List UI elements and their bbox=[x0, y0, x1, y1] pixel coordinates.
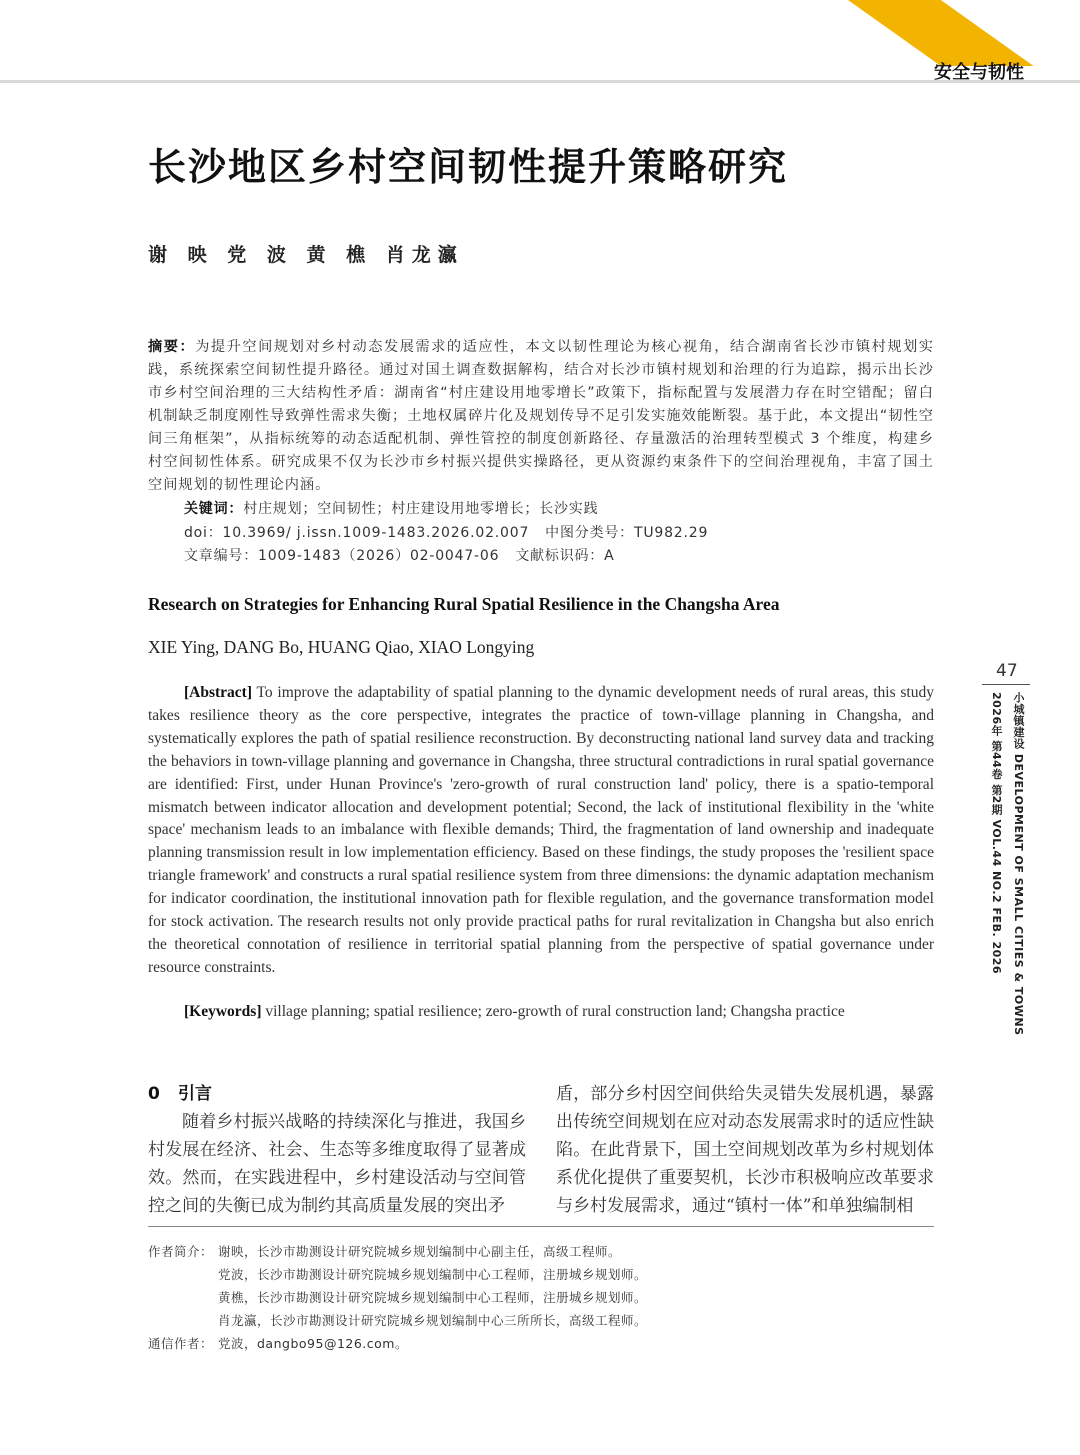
intro-left-column bbox=[148, 1080, 526, 1220]
header-accent-band bbox=[848, 0, 1080, 66]
author-bio: 党波，长沙市勘测设计研究院城乡规划编制中心工程师，注册城乡规划师。 bbox=[218, 1267, 648, 1282]
article-number-line bbox=[184, 545, 615, 565]
intro-number: 0 bbox=[148, 1084, 160, 1104]
english-abstract-label: [Abstract] bbox=[184, 684, 253, 701]
footnote-bio-row bbox=[148, 1309, 934, 1332]
footnote-bio-row bbox=[148, 1240, 934, 1263]
chinese-abstract bbox=[148, 336, 934, 497]
author-intro-label: 作者简介： bbox=[148, 1244, 214, 1259]
contact-label: 通信作者： bbox=[148, 1336, 214, 1351]
keywords-text: 村庄规划；空间韧性；村庄建设用地零增长；长沙实践 bbox=[243, 501, 599, 517]
english-authors: XIE Ying, DANG Bo, HUANG Qiao, XIAO Longying bbox=[148, 637, 535, 657]
footnote-rule bbox=[148, 1226, 934, 1227]
header-rule bbox=[0, 80, 1080, 83]
document-code: 文献标识码：A bbox=[515, 548, 615, 564]
article-title: 长沙地区乡村空间韧性提升策略研究 bbox=[148, 145, 789, 189]
page-number: 47 bbox=[996, 661, 1018, 681]
abstract-label: 摘要： bbox=[148, 339, 196, 355]
keywords-label: 关键词： bbox=[184, 501, 244, 517]
issue-info: 2026年 第44卷 第2期 VOL.44 NO.2 FEB. 2026 bbox=[990, 692, 1003, 975]
chinese-keywords bbox=[184, 498, 598, 518]
section-tag: 安全与韧性 bbox=[934, 62, 1024, 83]
abstract-text: 为提升空间规划对乡村动态发展需求的适应性，本文以韧性理论为核心视角，结合湖南省长沙市镇村规划实践，系统探索空间韧性提升路径。通过对国土调查数据解构，结合对长沙市镇村规划和治理的行为追踪，揭示出长沙市乡村空间治理的三大结构性矛盾：湖南省“村庄建设用地零增长”政策下，指标配置与发展潜力存在时空错配；留白机制缺乏制度刚性导致弹性需求失衡；土地权属碎片化及规划传导不足引发实施效能断裂。基于此，本文提出“韧性空间三角框架”，从指标统筹的动态适配机制、弹性管控的制度创新路径、存量激活的治理转型模式 3 个维度，构建乡村空间韧性体系。研究成果不仅为长沙市乡村振兴提供实操路径，更从资源约束条件下的空间治理视角，丰富了国土空间规划的韧性理论内涵。 bbox=[148, 339, 934, 493]
english-title: Research on Strategies for Enhancing Rural Spatial Resilience in the Changsha Area bbox=[148, 594, 780, 614]
intro-right-column bbox=[556, 1080, 934, 1220]
footnote-bio-row bbox=[148, 1263, 934, 1286]
author-bio: 黄樵，长沙市勘测设计研究院城乡规划编制中心工程师，注册城乡规划师。 bbox=[218, 1290, 648, 1305]
author-bio: 肖龙瀛，长沙市勘测设计研究院城乡规划编制中心三所所长，高级工程师。 bbox=[218, 1313, 648, 1328]
intro-heading bbox=[148, 1080, 526, 1108]
english-keywords bbox=[184, 1003, 934, 1021]
doi-line bbox=[184, 522, 708, 542]
intro-left-text: 随着乡村振兴战略的持续深化与推进，我国乡村发展在经济、社会、生态等多维度取得了显著成效。然而，在实践进程中，乡村建设活动与空间管控之间的失衡已成为制约其高质量发展的突出矛 bbox=[148, 1112, 526, 1216]
side-rule bbox=[982, 684, 1030, 685]
footnote-bio-row bbox=[148, 1286, 934, 1309]
journal-name: 小城镇建设 DEVELOPMENT OF SMALL CITIES & TOWNS bbox=[1012, 692, 1025, 1036]
footnote-contact-row bbox=[148, 1332, 934, 1355]
doi: doi：10.3969/ j.issn.1009-1483.2026.02.007 bbox=[184, 525, 530, 541]
author-bio: 谢映，长沙市勘测设计研究院城乡规划编制中心副主任，高级工程师。 bbox=[218, 1244, 622, 1259]
intro-heading-text: 引言 bbox=[178, 1084, 212, 1104]
english-abstract-text: To improve the adaptability of spatial planning to the dynamic development needs of rural areas, this study takes resilience theory as the core perspective, integrates the practice of town-village planning in Changsha, and systematically explores the path of spatial resilience reconstruction. By deconstructing national land survey data and tracking the behaviors in town-village planning and governance in Changsha, three structural contradictions in rural spatial governance are identified: First, under Hunan Province's 'zero-growth of rural construction land' policy, there is a spatio-temporal mismatch between indicator allocation and development potential; Second, the lack of institutional flexibility in the 'white space' mechanism leads to an imbalance with flexible demands; Third, the fragmentation of land ownership and inadequate planning transmission result in low implementation efficiency. Based on these findings, the study proposes the 'resilient space triangle framework' and constructs a rural spatial resilience system from three dimensions: the dynamic adaptation mechanism for indicator coordination, the institutional innovation path for flexible regulation, and the governance transformation model for stock activation. The research results not only provide practical paths for rural revitalization in Changsha but also enrich the theoretical connotation of resilience in territorial spatial planning from the perspective of spatial governance under resource constraints. bbox=[148, 684, 934, 976]
english-keywords-text: village planning; spatial resilience; zero-growth of rural construction land; Changsha practice bbox=[265, 1003, 845, 1020]
article-authors: 谢 映 党 波 黄 樵 肖龙瀛 bbox=[148, 244, 464, 266]
intro-right-text: 盾，部分乡村因空间供给失灵错失发展机遇，暴露出传统空间规划在应对动态发展需求时的适应性缺陷。在此背景下，国土空间规划改革为乡村规划体系优化提供了重要契机，长沙市积极响应改革要求与乡村发展需求，通过“镇村一体”和单独编制相 bbox=[556, 1084, 934, 1216]
clc-number: 中图分类号：TU982.29 bbox=[545, 525, 709, 541]
author-footnote bbox=[148, 1240, 934, 1355]
contact-text: 党波，dangbo95@126.com。 bbox=[218, 1336, 408, 1351]
english-abstract bbox=[148, 682, 934, 980]
article-number: 文章编号：1009-1483（2026）02-0047-06 bbox=[184, 548, 500, 564]
english-keywords-label: [Keywords] bbox=[184, 1003, 262, 1020]
